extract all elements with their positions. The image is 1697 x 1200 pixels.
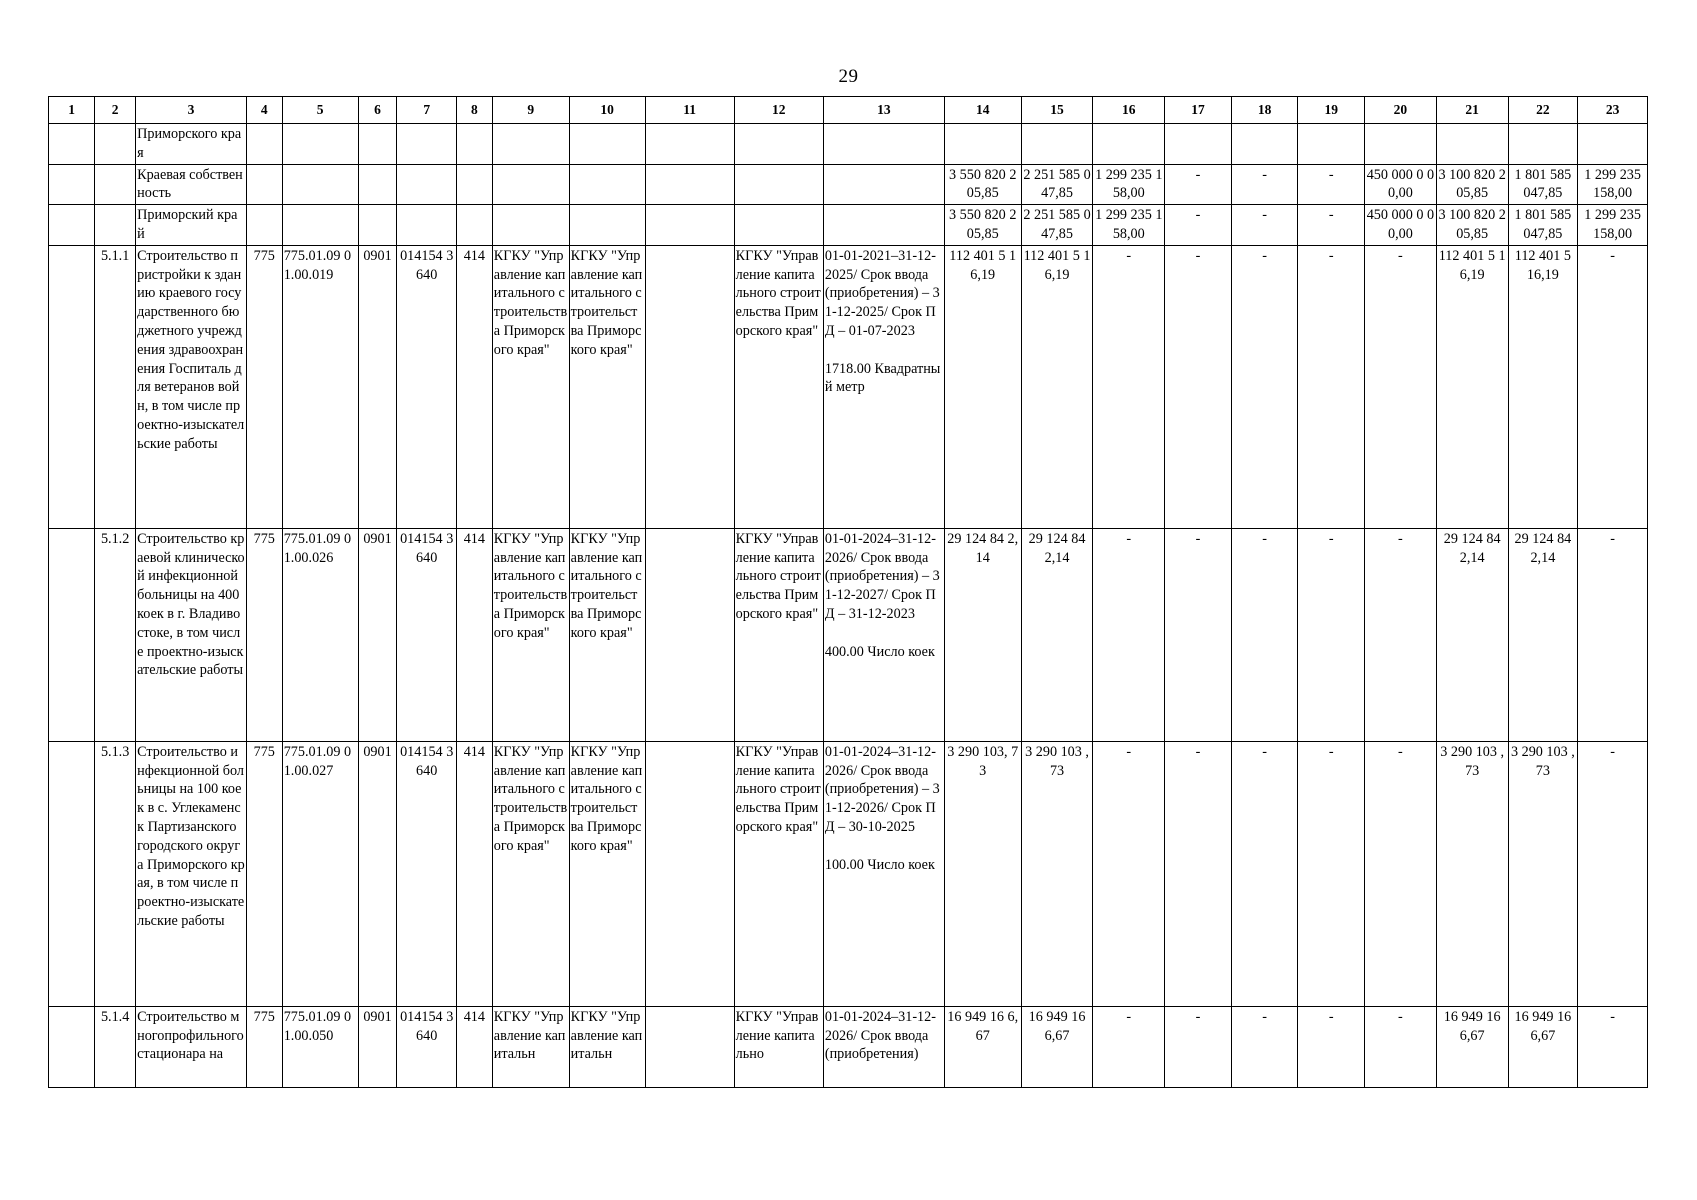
- table-cell-col-18: -: [1231, 245, 1298, 528]
- table-cell-col-17: -: [1165, 205, 1232, 246]
- table-cell-col-2: 5.1.4: [95, 1006, 136, 1087]
- table-cell-col-1: [49, 528, 95, 741]
- col-header: 5: [282, 97, 358, 124]
- table-cell-col-21: 3 290 103 ,73: [1436, 741, 1508, 1006]
- table-cell-col-20: -: [1365, 741, 1437, 1006]
- table-cell-col-4: 775: [246, 741, 282, 1006]
- table-cell-col-19: -: [1298, 528, 1365, 741]
- table-cell-col-11: [645, 164, 734, 205]
- table-row: [49, 741, 1648, 1006]
- table-cell-col-16: -: [1093, 1006, 1165, 1087]
- col-header: 6: [358, 97, 397, 124]
- col-header: 1: [49, 97, 95, 124]
- table-cell-col-5: 775.01.09 01.00.027: [282, 741, 358, 1006]
- table-cell-col-18: -: [1231, 205, 1298, 246]
- table-cell-col-15: 2 251 585 047,85: [1021, 205, 1093, 246]
- table-cell-col-7: 014154 3640: [397, 741, 456, 1006]
- table-cell-col-23: 1 299 235 158,00: [1578, 164, 1648, 205]
- table-cell-col-5: [282, 164, 358, 205]
- col-header: 10: [569, 97, 645, 124]
- table-cell-col-12: [734, 164, 823, 205]
- table-cell-col-21: 3 100 820 205,85: [1436, 164, 1508, 205]
- col-header: 11: [645, 97, 734, 124]
- table-cell-col-14: 29 124 84 2,14: [944, 528, 1021, 741]
- table-cell-col-20: -: [1365, 1006, 1437, 1087]
- table-cell-col-17: -: [1165, 164, 1232, 205]
- table-cell-col-16: -: [1093, 245, 1165, 528]
- table-cell-col-4: [246, 124, 282, 165]
- table-cell-col-12: КГКУ "Управление капитального строительства Приморского края": [734, 245, 823, 528]
- table-cell-col-19: -: [1298, 245, 1365, 528]
- table-cell-col-4: [246, 164, 282, 205]
- table-row: [49, 1006, 1648, 1087]
- table-cell-col-5: [282, 205, 358, 246]
- table-cell-col-1: [49, 741, 95, 1006]
- table-cell-col-15: 3 290 103 ,73: [1021, 741, 1093, 1006]
- table-cell-col-21: 112 401 5 16,19: [1436, 245, 1508, 528]
- table-cell-col-1: [49, 245, 95, 528]
- col-header: 19: [1298, 97, 1365, 124]
- table-cell-col-5: 775.01.09 01.00.026: [282, 528, 358, 741]
- table-cell-col-16: 1 299 235 158,00: [1093, 164, 1165, 205]
- table-cell-col-14: 112 401 5 16,19: [944, 245, 1021, 528]
- table-cell-col-15: 112 401 5 16,19: [1021, 245, 1093, 528]
- table-cell-col-4: 775: [246, 528, 282, 741]
- table-cell-col-11: [645, 1006, 734, 1087]
- table-cell-col-7: 014154 3640: [397, 1006, 456, 1087]
- table-cell-col-14: [944, 124, 1021, 165]
- table-cell-col-23: -: [1578, 245, 1648, 528]
- table-cell-col-20: [1365, 124, 1437, 165]
- table-cell-col-23: -: [1578, 741, 1648, 1006]
- table-cell-col-6: [358, 205, 397, 246]
- table-cell-col-11: [645, 245, 734, 528]
- table-cell-col-3: Краевая собственность: [136, 164, 247, 205]
- table-cell-col-10: КГКУ "Управление капитального строительства Приморского края": [569, 741, 645, 1006]
- table-cell-col-16: -: [1093, 741, 1165, 1006]
- header-row: [49, 97, 1648, 124]
- table-cell-col-17: -: [1165, 1006, 1232, 1087]
- table-cell-col-21: [1436, 124, 1508, 165]
- col-header: 9: [492, 97, 569, 124]
- budget-table: [48, 96, 1648, 1088]
- table-cell-col-22: 1 801 585 047,85: [1508, 205, 1578, 246]
- table-cell-col-2: [95, 164, 136, 205]
- table-cell-col-8: 414: [456, 245, 492, 528]
- table-cell-col-7: 014154 3640: [397, 528, 456, 741]
- col-header: 2: [95, 97, 136, 124]
- table-cell-col-3: Строительство краевой клинической инфекционной больницы на 400 коек в г. Владивостоке, в том числе проектно-изыскательские работы: [136, 528, 247, 741]
- table-cell-col-13: [823, 205, 944, 246]
- table-cell-col-8: [456, 164, 492, 205]
- table-cell-col-16: -: [1093, 528, 1165, 741]
- table-cell-col-11: [645, 741, 734, 1006]
- table-cell-col-12: КГКУ "Управление капитально: [734, 1006, 823, 1087]
- table-cell-col-17: -: [1165, 245, 1232, 528]
- table-cell-col-8: 414: [456, 1006, 492, 1087]
- table-cell-col-22: 3 290 103 ,73: [1508, 741, 1578, 1006]
- table-cell-col-3: Приморский край: [136, 205, 247, 246]
- table-cell-col-22: 1 801 585 047,85: [1508, 164, 1578, 205]
- table-cell-col-10: КГКУ "Управление капитальн: [569, 1006, 645, 1087]
- col-header: 3: [136, 97, 247, 124]
- table-cell-col-18: -: [1231, 741, 1298, 1006]
- table-cell-col-17: -: [1165, 528, 1232, 741]
- table-cell-col-10: [569, 205, 645, 246]
- table-cell-col-9: [492, 205, 569, 246]
- table-cell-col-13: 01-01-2021–31-12-2025/ Срок ввода (приобретения) – 31-12-2025/ Срок ПД – 01-07-2023 1718.00 Квадратный метр: [823, 245, 944, 528]
- table-cell-col-23: -: [1578, 1006, 1648, 1087]
- table-cell-col-5: 775.01.09 01.00.019: [282, 245, 358, 528]
- table-cell-col-20: 450 000 0 00,00: [1365, 164, 1437, 205]
- table-cell-col-19: -: [1298, 164, 1365, 205]
- table-cell-col-20: 450 000 0 00,00: [1365, 205, 1437, 246]
- table-cell-col-15: [1021, 124, 1093, 165]
- table-cell-col-14: 3 290 103, 73: [944, 741, 1021, 1006]
- table-cell-col-13: 01-01-2024–31-12-2026/ Срок ввода (приобретения) – 31-12-2027/ Срок ПД – 31-12-2023 400.00 Число коек: [823, 528, 944, 741]
- table-cell-col-12: [734, 205, 823, 246]
- table-cell-col-9: [492, 124, 569, 165]
- table-cell-col-10: КГКУ "Управление капитального строительства Приморского края": [569, 528, 645, 741]
- col-header: 14: [944, 97, 1021, 124]
- table-cell-col-1: [49, 124, 95, 165]
- table-cell-col-10: [569, 124, 645, 165]
- table-cell-col-10: КГКУ "Управление капитального строительства Приморского края": [569, 245, 645, 528]
- page-number: 29: [838, 66, 859, 87]
- table-cell-col-13: [823, 164, 944, 205]
- col-header: 4: [246, 97, 282, 124]
- table-cell-col-18: -: [1231, 164, 1298, 205]
- table-cell-col-2: [95, 124, 136, 165]
- summary-row: [49, 164, 1648, 205]
- table-cell-col-11: [645, 124, 734, 165]
- table-cell-col-15: 29 124 84 2,14: [1021, 528, 1093, 741]
- table-cell-col-7: [397, 205, 456, 246]
- col-header: 18: [1231, 97, 1298, 124]
- table-cell-col-6: 0901: [358, 528, 397, 741]
- table-cell-col-16: 1 299 235 158,00: [1093, 205, 1165, 246]
- summary-row: [49, 205, 1648, 246]
- table-cell-col-8: [456, 124, 492, 165]
- table-cell-col-2: 5.1.1: [95, 245, 136, 528]
- table-cell-col-15: 2 251 585 047,85: [1021, 164, 1093, 205]
- table-cell-col-8: 414: [456, 741, 492, 1006]
- table-cell-col-6: 0901: [358, 741, 397, 1006]
- table-row: [49, 245, 1648, 528]
- col-header: 20: [1365, 97, 1437, 124]
- table-cell-col-23: [1578, 124, 1648, 165]
- table-cell-col-6: [358, 124, 397, 165]
- table-cell-col-11: [645, 205, 734, 246]
- table-cell-col-8: [456, 205, 492, 246]
- table-cell-col-18: -: [1231, 1006, 1298, 1087]
- table-cell-col-5: 775.01.09 01.00.050: [282, 1006, 358, 1087]
- table-cell-col-19: -: [1298, 741, 1365, 1006]
- table-row: [49, 528, 1648, 741]
- table-cell-col-2: 5.1.3: [95, 741, 136, 1006]
- table-cell-col-22: [1508, 124, 1578, 165]
- table-cell-col-1: [49, 205, 95, 246]
- table-cell-col-21: 3 100 820 205,85: [1436, 205, 1508, 246]
- table-cell-col-16: [1093, 124, 1165, 165]
- table-cell-col-9: КГКУ "Управление капитального строительства Приморского края": [492, 741, 569, 1006]
- col-header: 7: [397, 97, 456, 124]
- summary-row: [49, 124, 1648, 165]
- table-cell-col-13: [823, 124, 944, 165]
- table-cell-col-2: [95, 205, 136, 246]
- table-cell-col-12: КГКУ "Управление капитального строительства Приморского края": [734, 741, 823, 1006]
- table-cell-col-19: -: [1298, 205, 1365, 246]
- table-cell-col-18: [1231, 124, 1298, 165]
- table-cell-col-13: 01-01-2024–31-12-2026/ Срок ввода (приобретения) – 31-12-2026/ Срок ПД – 30-10-2025 100.00 Число коек: [823, 741, 944, 1006]
- table-cell-col-21: 16 949 16 6,67: [1436, 1006, 1508, 1087]
- col-header: 17: [1165, 97, 1232, 124]
- table-cell-col-9: КГКУ "Управление капитального строительства Приморского края": [492, 528, 569, 741]
- table-cell-col-2: 5.1.2: [95, 528, 136, 741]
- col-header: 21: [1436, 97, 1508, 124]
- table-cell-col-5: [282, 124, 358, 165]
- table-cell-col-3: Строительство инфекционной больницы на 100 коек в с. Углекаменск Партизанского городского округа Приморского края, в том числе проектно-изыскательские работы: [136, 741, 247, 1006]
- table-cell-col-14: 16 949 16 6,67: [944, 1006, 1021, 1087]
- table-cell-col-4: 775: [246, 245, 282, 528]
- col-header: 12: [734, 97, 823, 124]
- table-cell-col-14: 3 550 820 205,85: [944, 164, 1021, 205]
- table-cell-col-12: [734, 124, 823, 165]
- table-cell-col-7: [397, 164, 456, 205]
- table-cell-col-1: [49, 1006, 95, 1087]
- table-cell-col-19: [1298, 124, 1365, 165]
- table-cell-col-7: [397, 124, 456, 165]
- col-header: 8: [456, 97, 492, 124]
- table-cell-col-3: Строительство пристройки к зданию краевого государственного бюджетного учреждения здравоохранения Госпиталь для ветеранов войн, в том числе проектно-изыскательские работы: [136, 245, 247, 528]
- table-cell-col-7: 014154 3640: [397, 245, 456, 528]
- table-cell-col-22: 29 124 84 2,14: [1508, 528, 1578, 741]
- table-cell-col-20: -: [1365, 528, 1437, 741]
- table-cell-col-9: КГКУ "Управление капитальн: [492, 1006, 569, 1087]
- col-header: 13: [823, 97, 944, 124]
- table-cell-col-6: 0901: [358, 1006, 397, 1087]
- table-cell-col-21: 29 124 84 2,14: [1436, 528, 1508, 741]
- table-cell-col-6: 0901: [358, 245, 397, 528]
- table-cell-col-11: [645, 528, 734, 741]
- table-cell-col-17: [1165, 124, 1232, 165]
- table-cell-col-3: Приморского края: [136, 124, 247, 165]
- table-cell-col-4: 775: [246, 1006, 282, 1087]
- table-cell-col-22: 16 949 16 6,67: [1508, 1006, 1578, 1087]
- table-cell-col-14: 3 550 820 205,85: [944, 205, 1021, 246]
- col-header: 16: [1093, 97, 1165, 124]
- table-cell-col-1: [49, 164, 95, 205]
- table-cell-col-12: КГКУ "Управление капитального строительства Приморского края": [734, 528, 823, 741]
- table-cell-col-17: -: [1165, 741, 1232, 1006]
- table-cell-col-9: [492, 164, 569, 205]
- table-cell-col-13: 01-01-2024–31-12-2026/ Срок ввода (приобретения): [823, 1006, 944, 1087]
- table-cell-col-4: [246, 205, 282, 246]
- table-cell-col-20: -: [1365, 245, 1437, 528]
- col-header: 23: [1578, 97, 1648, 124]
- table-cell-col-9: КГКУ "Управление капитального строительства Приморского края": [492, 245, 569, 528]
- table-cell-col-19: -: [1298, 1006, 1365, 1087]
- col-header: 22: [1508, 97, 1578, 124]
- table-cell-col-23: -: [1578, 528, 1648, 741]
- table-cell-col-23: 1 299 235 158,00: [1578, 205, 1648, 246]
- table-cell-col-18: -: [1231, 528, 1298, 741]
- table-cell-col-22: 112 401 5 16,19: [1508, 245, 1578, 528]
- table-cell-col-10: [569, 164, 645, 205]
- table-cell-col-3: Строительство многопрофильного стационара на: [136, 1006, 247, 1087]
- col-header: 15: [1021, 97, 1093, 124]
- table-cell-col-6: [358, 164, 397, 205]
- table-cell-col-8: 414: [456, 528, 492, 741]
- table-cell-col-15: 16 949 16 6,67: [1021, 1006, 1093, 1087]
